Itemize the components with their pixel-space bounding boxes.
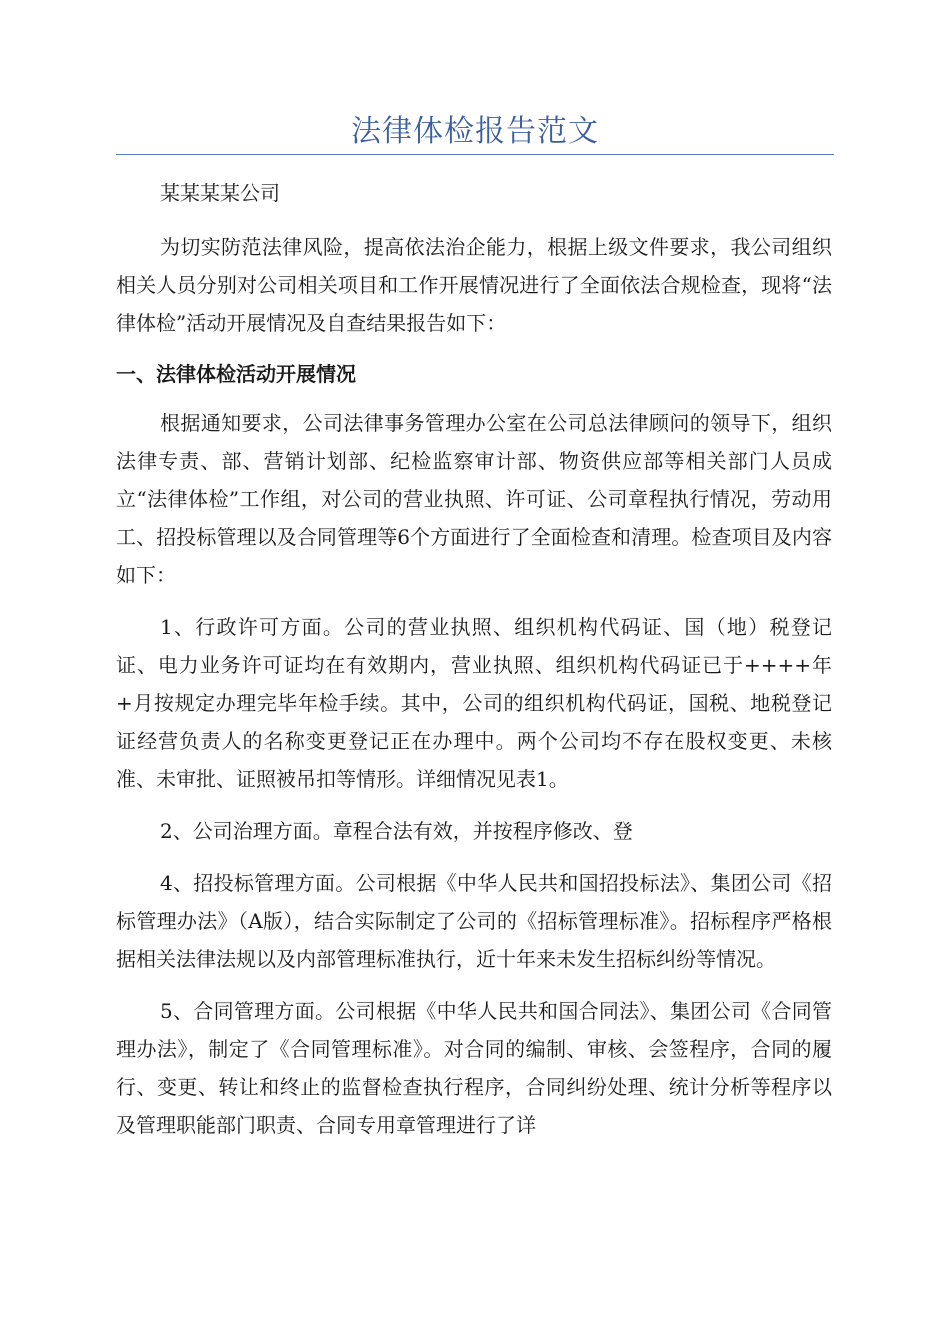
intro-paragraph: 为切实防范法律风险，提高依法治企能力，根据上级文件要求，我公司组织相关人员分别对公司相关项目和工作开展情况进行了全面依法合规检查，现将“法律体检”活动开展情况及自查结果报告如下： [116,235,832,335]
title-underline [116,154,834,155]
company-name: 某某某某公司 [160,181,280,205]
item-corporate-governance: 2、公司治理方面。章程合法有效，并按程序修改、登 [160,819,633,843]
item-administrative-license: 1、行政许可方面。公司的营业执照、组织机构代码证、国（地）税登记证、电力业务许可证均在有效期内，营业执照、组织机构代码证已于++++年+月按规定办理完毕年检手续。其中，公司的组织机构代码证，国税、地税登记证经营负责人的名称变更登记正在办理中。两个公司均不存在股权变更、未核准、未审批、证照被吊扣等情形。详细情况见表1。 [116,615,832,791]
item-bidding-management: 4、招投标管理方面。公司根据《中华人民共和国招投标法》、集团公司《招标管理办法》（A版），结合实际制定了公司的《招标管理标准》。招标程序严格根据相关法律法规以及内部管理标准执行，近十年来未发生招标纠纷等情况。 [116,871,832,971]
section-paragraph: 根据通知要求，公司法律事务管理办公室在公司总法律顾问的领导下，组织法律专责、部、营销计划部、纪检监察审计部、物资供应部等相关部门人员成立“法律体检”工作组，对公司的营业执照、许可证、公司章程执行情况，劳动用工、招投标管理以及合同管理等6个方面进行了全面检查和清理。检查项目及内容如下： [116,411,832,587]
section-heading: 一、法律体检活动开展情况 [116,362,356,386]
document-body [116,174,832,1158]
document-title: 法律体检报告范文 [351,114,599,149]
item-contract-management: 5、合同管理方面。公司根据《中华人民共和国合同法》、集团公司《合同管理办法》，制定了《合同管理标准》。对合同的编制、审核、会签程序，合同的履行、变更、转让和终止的监督检查执行程序，合同纠纷处理、统计分析等程序以及管理职能部门职责、合同专用章管理进行了详 [116,999,832,1137]
